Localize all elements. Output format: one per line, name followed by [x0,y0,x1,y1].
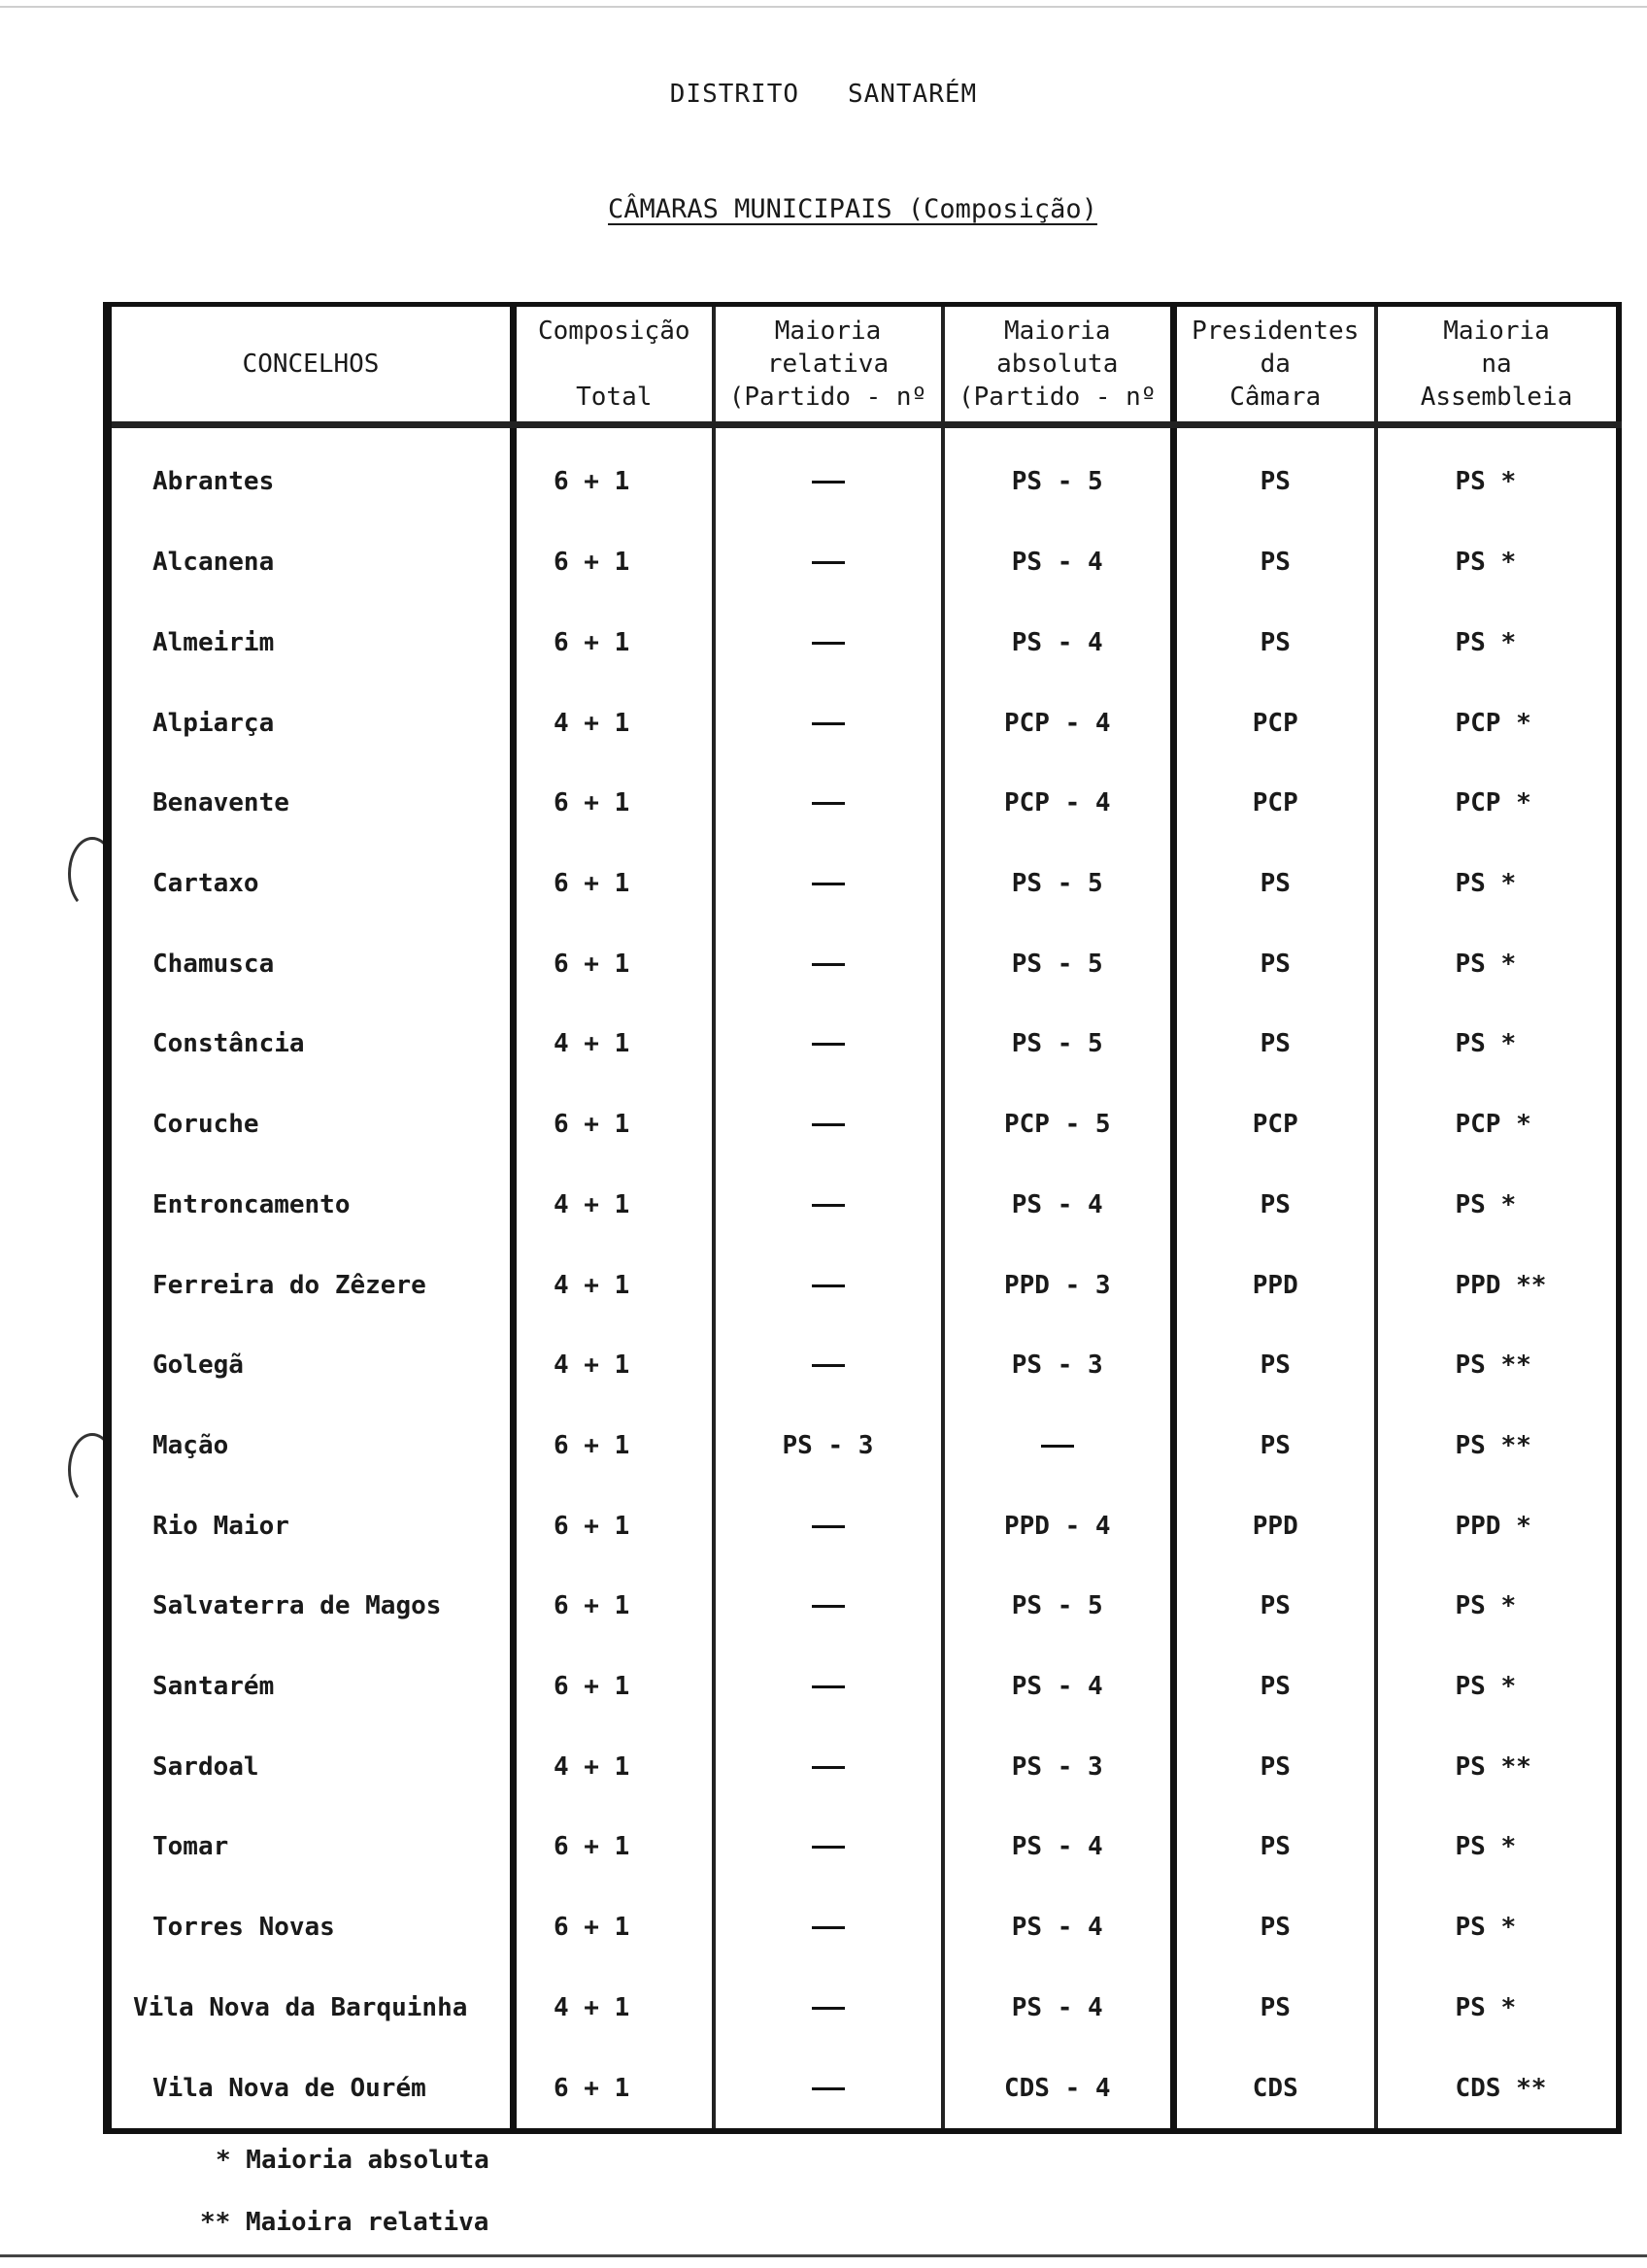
table-subtitle: CÂMARAS MUNICIPAIS (Composição) [608,194,1097,224]
cell-maioria-assembleia: PCP * [1376,1084,1619,1165]
cell-maioria-assembleia: PS * [1376,425,1619,522]
cell-maioria-assembleia: PS * [1376,1887,1619,1968]
cell-composicao: 6 + 1 [514,1647,714,1727]
cell-presidente: PS [1174,1566,1376,1647]
cell-presidente: PS [1174,425,1376,522]
cell-presidente: PS [1174,1807,1376,1887]
cell-presidente: CDS [1174,2048,1376,2131]
cell-concelho: Benavente [152,788,289,818]
table-row [108,1485,1619,1566]
empty-dash [812,1525,845,1528]
table-row [108,923,1619,1004]
cell-presidente: PS [1174,844,1376,924]
cell-maioria-assembleia: PS * [1376,1566,1619,1647]
cell-maioria-relativa [714,1647,943,1727]
cell-presidente: PS [1174,1726,1376,1807]
empty-dash [812,1123,845,1126]
cell-maioria-assembleia: PS * [1376,1647,1619,1727]
cell-concelho: Vila Nova de Ourém [152,2073,426,2103]
cell-presidente: PS [1174,522,1376,603]
cell-maioria-assembleia: PS * [1376,1004,1619,1084]
cell-maioria-assembleia: PS ** [1376,1325,1619,1406]
empty-dash [812,561,845,564]
empty-dash [812,802,845,805]
empty-dash [812,642,845,645]
cell-maioria-assembleia: PS ** [1376,1726,1619,1807]
table-row [108,683,1619,763]
cell-composicao: 6 + 1 [514,425,714,522]
cell-presidente: PS [1174,1325,1376,1406]
header-maioria-relativa: Maioria relativa (Partido - nº [714,305,943,425]
cell-concelho: Tomar [152,1832,229,1862]
cell-composicao: 4 + 1 [514,1325,714,1406]
cell-presidente: PS [1174,1887,1376,1968]
cell-maioria-relativa [714,844,943,924]
cell-composicao: 6 + 1 [514,1887,714,1968]
cell-maioria-assembleia: PS * [1376,1164,1619,1245]
cell-composicao: 4 + 1 [514,1245,714,1325]
cell-maioria-relativa [714,1726,943,1807]
cell-maioria-absoluta: PS - 4 [943,1164,1174,1245]
cell-concelho: Cartaxo [152,869,259,898]
table-row [108,2048,1619,2131]
cell-composicao: 6 + 1 [514,1566,714,1647]
cell-concelho: Vila Nova da Barquinha [133,1992,468,2022]
footnote-absolute-majority: * Maioria absoluta [216,2146,489,2175]
cell-maioria-relativa: PS - 3 [714,1406,943,1486]
header-composicao: Composição Total [514,305,714,425]
cell-maioria-absoluta: PS - 4 [943,1807,1174,1887]
cell-maioria-relativa [714,1245,943,1325]
cell-maioria-absoluta: PS - 5 [943,425,1174,522]
cell-maioria-relativa [714,1325,943,1406]
cell-presidente: PPD [1174,1245,1376,1325]
cell-maioria-assembleia: PCP * [1376,763,1619,844]
empty-dash [812,883,845,885]
cell-maioria-relativa [714,1084,943,1165]
table-row [108,844,1619,924]
page-bottom-rule [0,2254,1647,2257]
cell-maioria-relativa [714,425,943,522]
cell-maioria-absoluta: PPD - 3 [943,1245,1174,1325]
empty-dash [1041,1445,1074,1448]
cell-presidente: PCP [1174,1084,1376,1165]
cell-maioria-absoluta [943,1406,1174,1486]
empty-dash [812,1926,845,1929]
cell-presidente: PCP [1174,763,1376,844]
cell-maioria-relativa [714,2048,943,2131]
cell-maioria-absoluta: CDS - 4 [943,2048,1174,2131]
header-concelhos: CONCELHOS [108,305,514,425]
cell-maioria-absoluta: PS - 3 [943,1325,1174,1406]
scan-edge-line [0,6,1647,8]
cell-composicao: 6 + 1 [514,522,714,603]
table-row [108,1726,1619,1807]
cell-composicao: 6 + 1 [514,923,714,1004]
header-maioria-absoluta: Maioria absoluta (Partido - nº [943,305,1174,425]
cell-maioria-absoluta: PS - 5 [943,1566,1174,1647]
table-row [108,1647,1619,1727]
table-row [108,1406,1619,1486]
cell-concelho: Salvaterra de Magos [152,1591,442,1621]
cell-concelho: Alpiarça [152,708,275,738]
cell-concelho: Golegã [152,1351,244,1381]
cell-presidente: PS [1174,1004,1376,1084]
cell-maioria-assembleia: PS * [1376,1807,1619,1887]
empty-dash [812,1364,845,1367]
cell-maioria-relativa [714,1485,943,1566]
table-body [108,425,1619,2132]
cell-presidente: PS [1174,1647,1376,1727]
cell-maioria-absoluta: PPD - 4 [943,1485,1174,1566]
empty-dash [812,2007,845,2010]
cell-maioria-absoluta: PCP - 5 [943,1084,1174,1165]
cell-concelho: Sardoal [152,1751,259,1782]
cell-presidente: PS [1174,603,1376,684]
municipal-councils-table [103,302,1622,2134]
table-row [108,1245,1619,1325]
district-title: DISTRITO SANTARÉM [669,80,978,109]
cell-concelho: Ferreira do Zêzere [152,1270,426,1300]
cell-maioria-relativa [714,1807,943,1887]
cell-maioria-relativa [714,1887,943,1968]
cell-composicao: 4 + 1 [514,1004,714,1084]
table-row [108,603,1619,684]
cell-composicao: 6 + 1 [514,844,714,924]
cell-maioria-relativa [714,683,943,763]
cell-maioria-relativa [714,923,943,1004]
header-presidentes: Presidentes da Câmara [1174,305,1376,425]
cell-maioria-relativa [714,1004,943,1084]
cell-concelho: Rio Maior [152,1511,289,1541]
table-row [108,425,1619,522]
cell-presidente: PPD [1174,1485,1376,1566]
table-row [108,1887,1619,1968]
cell-presidente: PS [1174,923,1376,1004]
cell-concelho: Almeirim [152,627,275,657]
cell-presidente: PS [1174,1406,1376,1486]
cell-presidente: PS [1174,1968,1376,2049]
cell-maioria-absoluta: PCP - 4 [943,763,1174,844]
footnote-relative-majority: ** Maioira relativa [200,2208,489,2237]
cell-composicao: 6 + 1 [514,1807,714,1887]
table-row [108,1084,1619,1165]
cell-maioria-assembleia: PS * [1376,1968,1619,2049]
cell-concelho: Mação [152,1430,229,1460]
cell-maioria-relativa [714,1968,943,2049]
empty-dash [812,1846,845,1849]
empty-dash [812,1043,845,1046]
cell-concelho: Torres Novas [152,1913,335,1943]
empty-dash [812,2087,845,2090]
cell-maioria-absoluta: PS - 4 [943,1647,1174,1727]
cell-maioria-assembleia: PS * [1376,844,1619,924]
cell-maioria-relativa [714,763,943,844]
table-row [108,522,1619,603]
table-row [108,1807,1619,1887]
cell-concelho: Abrantes [152,467,275,497]
empty-dash [812,1605,845,1608]
table-row [108,1004,1619,1084]
empty-dash [812,1766,845,1769]
cell-maioria-absoluta: PS - 4 [943,603,1174,684]
empty-dash [812,1204,845,1207]
cell-maioria-absoluta: PS - 4 [943,1887,1174,1968]
cell-maioria-absoluta: PS - 3 [943,1726,1174,1807]
cell-maioria-absoluta: PS - 5 [943,844,1174,924]
cell-maioria-assembleia: PS * [1376,603,1619,684]
cell-maioria-assembleia: CDS ** [1376,2048,1619,2131]
cell-concelho: Entroncamento [152,1189,351,1219]
cell-maioria-absoluta: PCP - 4 [943,683,1174,763]
cell-composicao: 6 + 1 [514,1084,714,1165]
empty-dash [812,722,845,725]
table-row [108,1566,1619,1647]
cell-maioria-relativa [714,1164,943,1245]
cell-presidente: PCP [1174,683,1376,763]
cell-maioria-absoluta: PS - 4 [943,522,1174,603]
cell-maioria-absoluta: PS - 5 [943,923,1174,1004]
cell-maioria-assembleia: PS ** [1376,1406,1619,1486]
cell-maioria-assembleia: PS * [1376,522,1619,603]
cell-maioria-absoluta: PS - 4 [943,1968,1174,2049]
cell-composicao: 6 + 1 [514,1406,714,1486]
empty-dash [812,1284,845,1287]
cell-maioria-assembleia: PS * [1376,923,1619,1004]
cell-maioria-assembleia: PPD * [1376,1485,1619,1566]
cell-maioria-assembleia: PPD ** [1376,1245,1619,1325]
cell-maioria-relativa [714,603,943,684]
cell-maioria-absoluta: PS - 5 [943,1004,1174,1084]
cell-composicao: 6 + 1 [514,763,714,844]
empty-dash [812,481,845,484]
cell-composicao: 6 + 1 [514,603,714,684]
table-row [108,1325,1619,1406]
empty-dash [812,963,845,966]
cell-maioria-assembleia: PCP * [1376,683,1619,763]
table-row [108,1164,1619,1245]
cell-composicao: 4 + 1 [514,1968,714,2049]
table-row [108,1968,1619,2049]
cell-composicao: 6 + 1 [514,2048,714,2131]
cell-concelho: Constância [152,1029,305,1059]
header-maioria-assembleia: Maioria na Assembleia [1376,305,1619,425]
cell-maioria-relativa [714,522,943,603]
cell-composicao: 4 + 1 [514,683,714,763]
cell-composicao: 4 + 1 [514,1726,714,1807]
cell-composicao: 4 + 1 [514,1164,714,1245]
cell-presidente: PS [1174,1164,1376,1245]
cell-concelho: Santarém [152,1672,275,1702]
cell-concelho: Chamusca [152,949,275,979]
cell-concelho: Alcanena [152,548,275,578]
cell-maioria-relativa [714,1566,943,1647]
table-header-row [108,305,1619,425]
table-row [108,763,1619,844]
cell-composicao: 6 + 1 [514,1485,714,1566]
empty-dash [812,1685,845,1688]
cell-concelho: Coruche [152,1110,259,1140]
